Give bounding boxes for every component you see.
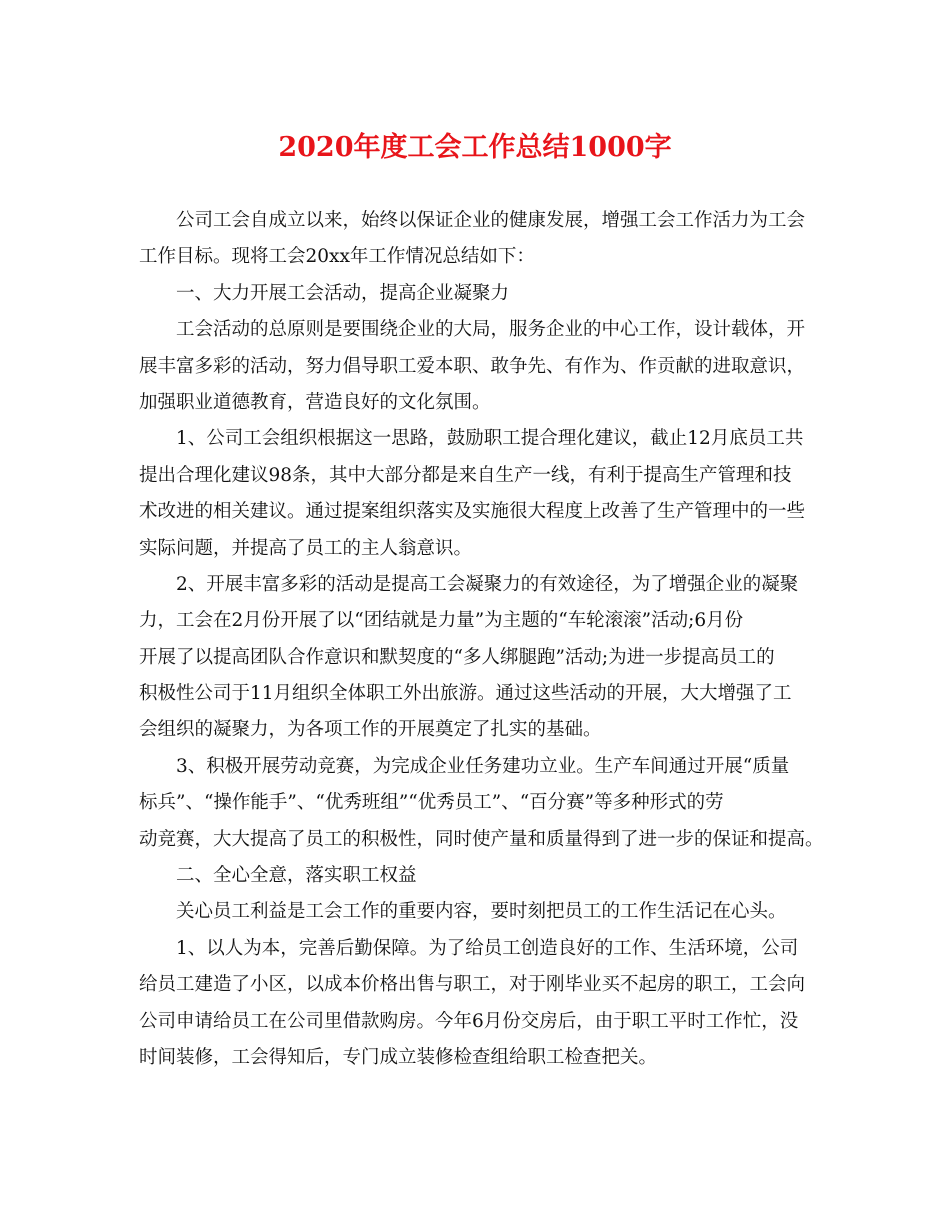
- document-title: 2020年度工会工作总结1000字: [278, 132, 672, 163]
- text-line: 时间装修，工会得知后，专门成立装修检查组给职工检查把关。: [139, 1046, 658, 1068]
- text-line: 工作目标。现将工会20xx年工作情况总结如下：: [139, 246, 535, 268]
- text-line: 提出合理化建议98条，其中大部分都是来自生产一线，有利于提高生产管理和技: [139, 464, 792, 486]
- text-line: 动竞赛，大大提高了员工的积极性，同时使产量和质量得到了进一步的保证和提高。: [139, 828, 824, 850]
- text-line: 1、公司工会组织根据这一思路，鼓励职工提合理化建议，截止12月底员工共: [176, 428, 804, 450]
- text-line: 力，工会在2月份开展了以“团结就是力量”为主题的“车轮滚滚”活动;6月份: [139, 610, 744, 632]
- text-line: 给员工建造了小区，以成本价格出售与职工，对于刚毕业买不起房的职工，工会向: [139, 974, 806, 996]
- text-line: 标兵”、“操作能手”、“优秀班组”“优秀员工”、“百分赛”等多种形式的劳: [139, 792, 724, 814]
- text-line: 关心员工利益是工会工作的重要内容，要时刻把员工的工作生活记在心头。: [176, 901, 787, 923]
- text-line: 公司工会自成立以来，始终以保证企业的健康发展，增强工会工作活力为工会: [176, 210, 806, 231]
- text-line: 一、大力开展工会活动，提高企业凝聚力: [176, 282, 510, 304]
- text-line: 会组织的凝聚力，为各项工作的开展奠定了扎实的基础。: [139, 719, 602, 741]
- text-line: 加强职业道德教育，营造良好的文化氛围。: [139, 391, 491, 413]
- text-line: 2、开展丰富多彩的活动是提高工会凝聚力的有效途径，为了增强企业的凝聚: [176, 573, 799, 595]
- text-line: 1、以人为本，完善后勤保障。为了给员工创造良好的工作、生活环境，公司: [176, 937, 799, 959]
- text-line: 积极性公司于11月组织全体职工外出旅游。通过这些活动的开展，大大增强了工: [139, 683, 792, 705]
- text-line: 术改进的相关建议。通过提案组织落实及实施很大程度上改善了生产管理中的一些: [139, 501, 806, 523]
- text-line: 展丰富多彩的活动，努力倡导职工爱本职、敢争先、有作为、作贡献的进取意识，: [139, 355, 806, 377]
- text-line: 二、全心全意，落实职工权益: [176, 865, 417, 887]
- text-line: 工会活动的总原则是要围绕企业的大局，服务企业的中心工作，设计载体，开: [176, 319, 806, 341]
- text-line: 实际问题，并提高了员工的主人翁意识。: [139, 537, 473, 559]
- text-line: 公司申请给员工在公司里借款购房。今年6月份交房后，由于职工平时工作忙，没: [139, 1010, 799, 1032]
- document-body: [139, 203, 824, 1076]
- text-line: 开展了以提高团队合作意识和默契度的“多人绑腿跑”活动;为进一步提高员工的: [139, 646, 775, 668]
- text-line: 3、积极开展劳动竞赛，为完成企业任务建功立业。生产车间通过开展“质量: [176, 755, 790, 777]
